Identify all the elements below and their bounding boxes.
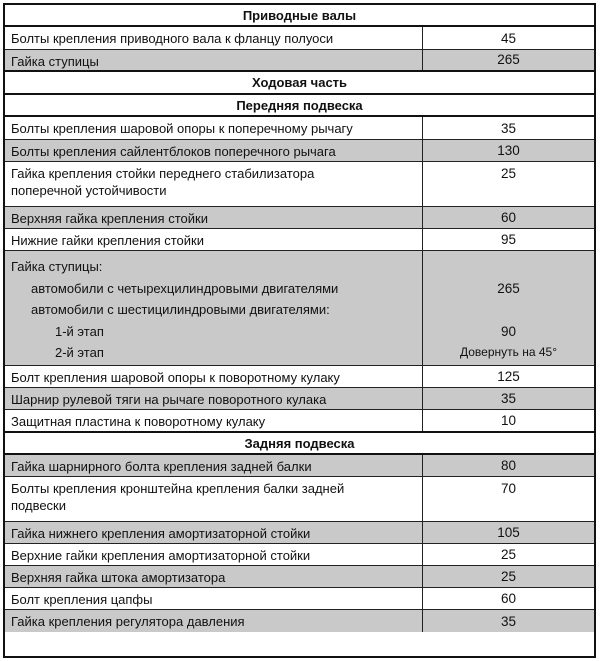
row-label: Гайка ступицы <box>5 50 423 70</box>
table-row <box>5 140 594 162</box>
row-label: Шарнир рулевой тяги на рычаге поворотного кулака <box>5 388 423 409</box>
row-value: 265 <box>497 52 520 67</box>
section-header-chassis <box>5 72 594 95</box>
hub-four-cyl-value: 265 <box>497 280 520 296</box>
row-value: 35 <box>500 121 517 136</box>
table-row <box>5 207 594 229</box>
table-row <box>5 610 594 632</box>
row-label: Болты крепления сайлентблоков поперечного рычага <box>5 140 423 161</box>
row-label <box>5 251 423 365</box>
table-row <box>5 50 594 72</box>
row-value: 45 <box>500 31 517 46</box>
table-row <box>5 117 594 140</box>
row-label <box>5 162 423 206</box>
section-header-front-suspension <box>5 95 594 117</box>
hub-stage2-value: Довернуть на 45° <box>459 345 557 359</box>
section-title: Передняя подвеска <box>236 97 363 113</box>
section-header-rear-suspension <box>5 433 594 455</box>
row-value: 25 <box>500 547 517 562</box>
table-row <box>5 366 594 388</box>
row-label: Гайка нижнего крепления амортизаторной стойки <box>5 522 423 543</box>
row-value: 10 <box>500 413 517 428</box>
row-label: Гайка шарнирного болта крепления задней балки <box>5 455 423 476</box>
torque-table <box>3 3 596 658</box>
row-label: Болты крепления приводного вала к фланцу полуоси <box>5 27 423 49</box>
row-label-line: подвески <box>11 498 67 513</box>
row-value: 105 <box>497 525 520 540</box>
row-value: 130 <box>497 143 520 158</box>
row-label: Защитная пластина к поворотному кулаку <box>5 410 423 431</box>
table-row <box>5 522 594 544</box>
row-label: Гайка крепления регулятора давления <box>5 610 423 632</box>
row-label-line: поперечной устойчивости <box>11 183 167 198</box>
section-title: Ходовая часть <box>251 75 348 90</box>
table-row <box>5 162 594 207</box>
table-row <box>5 229 594 251</box>
section-title: Приводные валы <box>242 7 357 23</box>
table-row <box>5 544 594 566</box>
row-label: Болт крепления цапфы <box>5 588 423 609</box>
table-row <box>5 566 594 588</box>
row-label: Верхняя гайка штока амортизатора <box>5 566 423 587</box>
row-label: Верхние гайки крепления амортизаторной стойки <box>5 544 423 565</box>
table-row <box>5 477 594 522</box>
row-value: 25 <box>500 166 517 181</box>
section-title: Задняя подвеска <box>244 435 355 451</box>
row-value <box>423 251 594 365</box>
row-label: Болт крепления шаровой опоры к поворотному кулаку <box>5 366 423 387</box>
hub-stage1: 1-й этап <box>55 323 104 339</box>
hub-four-cyl: автомобили с четырехцилиндровыми двигателями <box>31 280 339 296</box>
table-row <box>5 455 594 477</box>
row-label: Болты крепления шаровой опоры к поперечному рычагу <box>5 117 423 139</box>
row-value: 125 <box>497 369 520 384</box>
row-value: 60 <box>500 210 517 225</box>
row-label-line: Гайка крепления стойки переднего стабилизатора <box>11 166 315 181</box>
row-value: 80 <box>500 458 517 473</box>
row-value: 95 <box>500 232 517 247</box>
row-value: 60 <box>500 591 517 606</box>
table-row <box>5 27 594 50</box>
row-value: 70 <box>500 481 517 496</box>
row-label <box>5 477 423 521</box>
hub-stage2: 2-й этап <box>55 345 104 360</box>
row-value: 35 <box>500 614 517 629</box>
table-row <box>5 388 594 410</box>
row-value: 25 <box>500 569 517 584</box>
hub-stage1-value: 90 <box>500 323 517 339</box>
table-row <box>5 588 594 610</box>
row-label: Нижние гайки крепления стойки <box>5 229 423 250</box>
row-label: Верхняя гайка крепления стойки <box>5 207 423 228</box>
row-label-line: Болты крепления кронштейна крепления балки задней <box>11 481 345 496</box>
table-row <box>5 410 594 433</box>
section-header-drive-shafts <box>5 5 594 27</box>
hub-six-cyl: автомобили с шестицилиндровыми двигателями: <box>31 302 330 317</box>
hub-title: Гайка ступицы: <box>11 259 103 274</box>
table-row-hub-nut <box>5 251 594 366</box>
row-value: 35 <box>500 391 517 406</box>
